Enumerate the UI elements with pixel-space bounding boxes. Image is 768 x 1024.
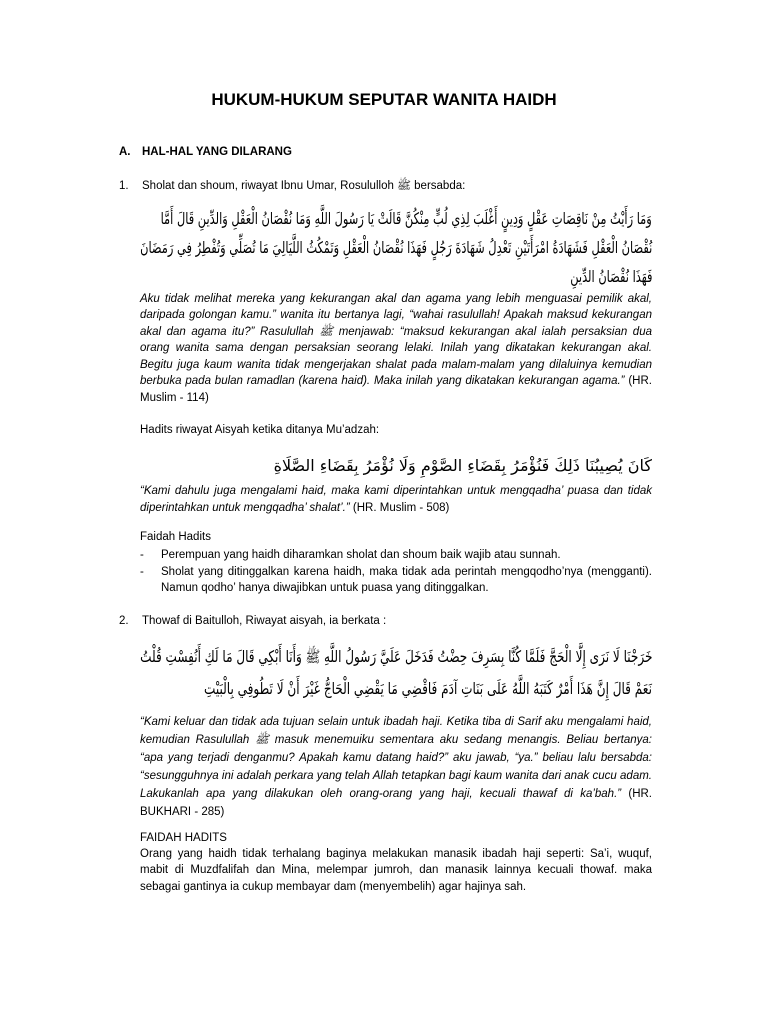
- section-heading: [119, 144, 652, 160]
- hadith-arabic-block: [140, 641, 652, 705]
- faidah-paragraph: Orang yang haidh tidak terhalang baginya melakukan manasik ibadah haji seperti: Sa’i, wuquf, mabit di Muzdfalifah dan Mina, melempar jumroh, dan manasik lainnya kecuali thowaf. maka sebagai gantinya ia cukup membayar dam (menyembelih) agar hajinya sah.: [140, 847, 652, 893]
- faidah-heading: Faidah Hadits: [140, 531, 211, 543]
- hadith-arabic-block: [140, 204, 652, 291]
- hadith-translation: [140, 483, 652, 516]
- hadith-arabic-block: [140, 451, 652, 481]
- arabic-line: [140, 451, 652, 481]
- item-number: 1.: [119, 180, 129, 192]
- faidah-heading: FAIDAH HADITS: [140, 831, 227, 844]
- hadith-intro: Hadits riwayat Aisyah ketika ditanya Mu’adzah:: [140, 424, 380, 436]
- item-title: Thowaf di Baitulloh, Riwayat aisyah, ia berkata :: [142, 614, 387, 627]
- hadith-translation: [140, 291, 652, 407]
- hadith-translation: [140, 713, 652, 821]
- arabic-text: خَرَجْنَا لَا نَرَى إِلَّا الْحَجَّ فَلَمَّا كُنَّا بِسَرِفَ حِضْتُ فَدَخَلَ عَلَيَّ رَسُولُ اللَّهِ ﷺ وَأَنَا أَبْكِي قَالَ مَا لَكِ أَنُفِسْتِ قُلْتُ: [139, 646, 652, 666]
- bullet-dash: -: [140, 565, 144, 578]
- arabic-line: [140, 673, 652, 705]
- arabic-line: [140, 641, 652, 673]
- section-marker: A.: [119, 146, 131, 158]
- hadith-source: (HR. Muslim - 508): [352, 501, 450, 514]
- item-1-heading: [119, 178, 652, 194]
- translation-text: “Kami keluar dan tidak ada tujuan selain untuk ibadah haji. Ketika tiba di Sarif aku mengalami haid, kemudian Rasulullah ﷺ masuk menemuiku sementara aku sedang menangis. Beliau bertanya: “apa yang terjadi denganmu? Apakah kamu datang haid?” aku jawab, “ya.” beliau lalu bersabda: “sesungguhnya ini adalah perkara yang telah Allah tetapkan bagi kaum wanita dari anak cucu adam. Lakukanlah apa yang dilakukan oleh orang-orang yang haji, kecuali thawaf di ka’bah.”: [140, 715, 653, 800]
- section-title: HAL-HAL YANG DILARANG: [142, 146, 292, 158]
- faidah-point: [140, 564, 652, 597]
- arabic-text: وَمَا رَأَيْتُ مِنْ نَاقِصَاتِ عَقْلٍ وَدِينٍ أَغْلَبَ لِذِي لُبٍّ مِنْكُنَّ قَالَتْ يَا رَسُولَ اللَّهِ وَمَا نُقْصَانُ الْعَقْلِ وَالدِّينِ قَالَ أَمَّا: [160, 208, 652, 228]
- arabic-line: [140, 204, 652, 233]
- item-title: Sholat dan shoum, riwayat Ibnu Umar, Rosululloh ﷺ bersabda:: [142, 180, 466, 192]
- arabic-text: نَعَمْ قَالَ إِنَّ هَذَا أَمْرٌ كَتَبَهُ اللَّهُ عَلَى بَنَاتِ آدَمَ فَاقْضِي مَا يَقْضِي الْحَاجُّ غَيْرَ أَنْ لَا تَطُوفِي بِالْبَيْتِ: [204, 678, 652, 698]
- arabic-text: فَهَذَا نُقْصَانُ الدِّينِ: [569, 266, 652, 286]
- page-title: HUKUM-HUKUM SEPUTAR WANITA HAIDH: [211, 90, 557, 109]
- arabic-text: نُقْصَانُ الْعَقْلِ فَشَهَادَةُ امْرَأَتَيْنِ تَعْدِلُ شَهَادَةَ رَجُلٍ فَهَذَا نُقْصَانُ الْعَقْلِ وَتَمْكُثُ اللَّيَالِيَ مَا تُصَلِّي وَتُفْطِرُ فِي رَمَضَانَ: [139, 237, 652, 257]
- faidah-list: [119, 547, 652, 597]
- item-number: 2.: [119, 614, 129, 627]
- translation-text: Aku tidak melihat mereka yang kekurangan akal dan agama yang lebih menguasai pemilik akal, daripada golongan kamu.” wanita itu bertanya lagi, “wahai rasulullah! Apakah maksud kekurangan akal dan agama itu?” Rasulullah ﷺ menjawab: “maksud kekurangan akal ialah persaksian dua orang wanita sama dengan persaksian seorang lelaki. Inilah yang dikatakan kekurangan akal. Begitu juga kaum wanita tidak mengerjakan shalat pada malam-malam yang dilaluinya kemudian berbuka pada bulan ramadlan (karena haid). Maka inilah yang dikatakan kekurangan agama.”: [140, 292, 652, 387]
- arabic-line: [140, 233, 652, 262]
- hadith-source: (HR. Muslim - 114): [140, 375, 652, 404]
- arabic-text: كَانَ يُصِيبُنَا ذَلِكَ فَنُؤْمَرُ بِقَضَاءِ الصَّوْمِ وَلَا نُؤْمَرُ بِقَضَاءِ الصَّلَاةِ: [273, 456, 652, 475]
- item-2-heading: [119, 613, 652, 629]
- hadith-source: (HR. BUKHARI - 285): [140, 787, 652, 818]
- document-body: [119, 144, 652, 895]
- bullet-text: Perempuan yang haidh diharamkan sholat dan shoum baik wajib atau sunnah.: [161, 549, 561, 561]
- bullet-dash: -: [140, 549, 144, 561]
- faidah-point: [140, 547, 652, 564]
- bullet-text: Sholat yang ditinggalkan karena haidh, maka tidak ada perintah mengqodho’nya (mengganti). Namun qodho’ hanya diwajibkan untuk puasa yang ditinggalkan.: [161, 565, 652, 594]
- arabic-line: [140, 262, 652, 291]
- translation-text: “Kami dahulu juga mengalami haid, maka kami diperintahkan untuk mengqadha’ puasa dan tidak diperintahkan untuk mengqadha’ shalat’.”: [140, 485, 652, 514]
